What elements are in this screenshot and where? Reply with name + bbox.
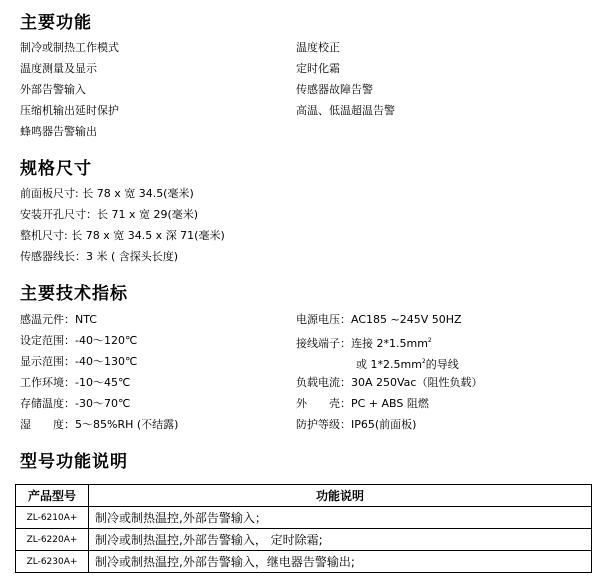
terminal-alt-text: 或 1*2.5mm — [356, 358, 422, 371]
spec-item: 湿 度：5～85%RH (不结露) — [20, 418, 179, 431]
function-item: 高温、低温超温告警 — [296, 104, 395, 117]
terminal-alt-tail: 的导线 — [425, 358, 459, 371]
model-cell: ZL-6220A+ — [16, 529, 89, 551]
spec-item: 感温元件：NTC — [20, 313, 97, 326]
superscript: 2 — [421, 358, 426, 365]
desc-cell: 制冷或制热温控,外部告警输入； — [89, 507, 592, 529]
dimension-item: 安装开孔尺寸：长 71 x 宽 29(毫米) — [20, 208, 199, 221]
spec-item-terminal — [296, 334, 432, 351]
table-row — [16, 507, 592, 529]
function-item: 压缩机输出延时保护 — [20, 104, 119, 117]
heading-dimensions: 规格尺寸 — [20, 159, 92, 179]
table-header-row — [16, 485, 592, 507]
spec-item-shell: 外 壳：PC + ABS 阻燃 — [296, 397, 429, 410]
superscript: 2 — [427, 337, 432, 344]
spec-item: 工作环境：-10～45℃ — [20, 376, 131, 389]
spec-item-terminal-alt — [356, 355, 459, 372]
dimension-item: 整机尺寸: 长 78 x 宽 34.5 x 深 71(毫米) — [20, 229, 225, 242]
model-cell: ZL-6210A+ — [16, 507, 89, 529]
dimension-item: 传感器线长：3 米 ( 含探头长度) — [20, 250, 179, 263]
heading-models: 型号功能说明 — [20, 452, 128, 472]
spec-item-power: 电源电压：AC185 ~245V 50HZ — [296, 313, 462, 326]
spec-item: 设定范围：-40～120℃ — [20, 334, 138, 347]
spec-item: 存储温度：-30～70℃ — [20, 397, 131, 410]
table-row — [16, 529, 592, 551]
spec-item: 显示范围：-40～130℃ — [20, 355, 138, 368]
dimension-item: 前面板尺寸: 长 78 x 宽 34.5(毫米) — [20, 187, 194, 200]
function-item: 蜂鸣器告警输出 — [20, 125, 97, 138]
function-item: 温度校正 — [296, 41, 340, 54]
terminal-text: 接线端子：连接 2*1.5mm — [296, 337, 428, 350]
model-table — [15, 484, 592, 573]
header-desc: 功能说明 — [89, 485, 592, 507]
table-row — [16, 551, 592, 573]
desc-cell: 制冷或制热温控,外部告警输入，继电器告警输出; — [89, 551, 592, 573]
function-item: 传感器故障告警 — [296, 83, 373, 96]
spec-item-load: 负载电流：30A 250Vac（阻性负载） — [296, 376, 483, 389]
heading-specs: 主要技术指标 — [20, 284, 128, 304]
function-item: 外部告警输入 — [20, 83, 86, 96]
function-item: 制冷或制热工作模式 — [20, 41, 119, 54]
header-model: 产品型号 — [16, 485, 89, 507]
model-cell: ZL-6230A+ — [16, 551, 89, 573]
spec-item-protection: 防护等级：IP65(前面板) — [296, 418, 417, 431]
function-item: 温度测量及显示 — [20, 62, 97, 75]
desc-cell: 制冷或制热温控,外部告警输入， 定时除霜; — [89, 529, 592, 551]
function-item: 定时化霜 — [296, 62, 340, 75]
heading-main-functions: 主要功能 — [20, 13, 92, 33]
